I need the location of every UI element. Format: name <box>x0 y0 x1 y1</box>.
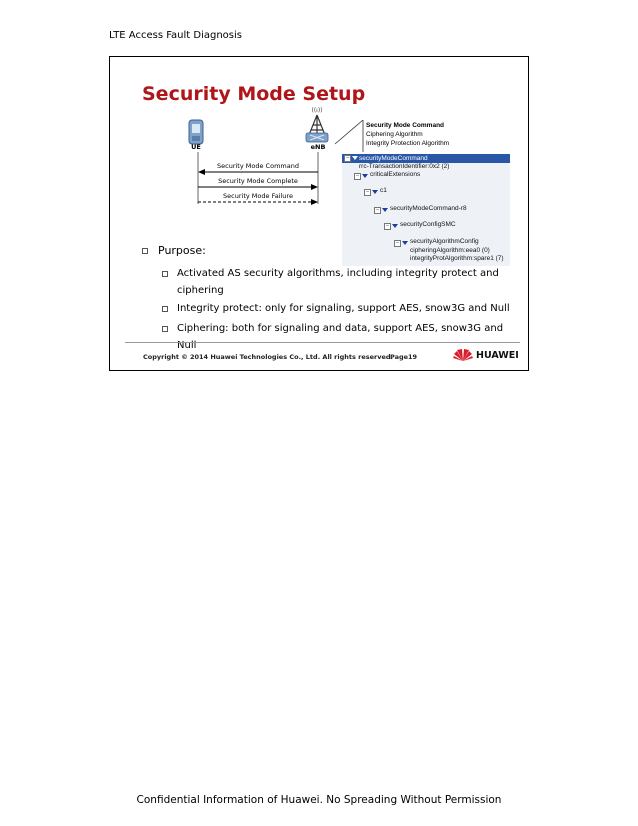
page-number: Page19 <box>390 353 418 361</box>
callout-line: Integrity Protection Algorithm <box>366 140 450 147</box>
tree-node[interactable]: c1 <box>380 187 387 194</box>
copyright-text: Copyright © 2014 Huawei Technologies Co., Ltd. All rights reserved. <box>143 353 393 361</box>
callout-line: Ciphering Algorithm <box>366 131 423 138</box>
expand-arrow-icon <box>402 241 408 245</box>
tree-node-label: securityModeCommand <box>359 155 428 162</box>
collapse-icon[interactable]: − <box>395 240 400 246</box>
expand-arrow-icon <box>372 190 378 194</box>
tree-node[interactable]: cipheringAlgorithm:eea0 (0) <box>410 247 490 254</box>
tree-node[interactable]: securityConfigSMC <box>400 221 456 228</box>
slide <box>109 56 529 371</box>
bullet-square-icon <box>142 248 148 254</box>
ue-phone-icon <box>189 120 203 144</box>
bullet-text: Ciphering: both for signaling and data, support AES, snow3G and Null <box>177 323 504 351</box>
expand-arrow-icon <box>382 208 388 212</box>
decode-tree <box>342 154 510 266</box>
tree-node[interactable]: securityAlgorithmConfig <box>410 238 479 245</box>
callout-pointer <box>335 120 363 144</box>
bullet-square-icon <box>162 271 168 277</box>
tree-node[interactable]: criticalExtensions <box>370 171 421 178</box>
brand-name: HUAWEI <box>476 349 519 361</box>
enb-label: eNB <box>310 143 326 151</box>
document-header: LTE Access Fault Diagnosis <box>109 30 242 41</box>
confidential-footer: Confidential Information of Huawei. No Spreading Without Permission <box>136 794 502 806</box>
purpose-heading <box>142 244 206 257</box>
tree-node[interactable]: rrc-TransactionIdentifier:0x2 (2) <box>359 163 450 170</box>
expand-arrow-icon <box>352 156 358 160</box>
callout-title: Security Mode Command <box>366 122 445 129</box>
collapse-icon[interactable]: − <box>345 155 350 161</box>
tree-node[interactable]: integrityProtAlgorithm:spare1 (7) <box>410 255 504 262</box>
arrowhead-left-icon <box>198 169 205 175</box>
svg-text:((ı)): ((ı)) <box>311 107 323 114</box>
expand-arrow-icon <box>362 174 368 178</box>
arrowhead-right-icon <box>311 184 318 190</box>
bullet-text: Activated AS security algorithms, including integrity protect and ciphering <box>177 268 499 296</box>
collapse-icon[interactable]: − <box>385 223 390 229</box>
slide-title: Security Mode Setup <box>142 83 366 105</box>
enb-antenna-icon <box>306 107 328 142</box>
collapse-icon[interactable]: − <box>375 207 380 213</box>
bullet-square-icon <box>162 306 168 312</box>
collapse-icon[interactable]: − <box>365 189 370 195</box>
bullet-square-icon <box>162 326 168 332</box>
huawei-petal-icon <box>453 348 473 362</box>
message-label: Security Mode Command <box>217 162 299 170</box>
ue-label: UE <box>191 143 201 151</box>
message-label: Security Mode Complete <box>218 177 298 185</box>
collapse-icon[interactable]: − <box>355 173 360 179</box>
huawei-logo <box>453 348 519 362</box>
bullet-text: Integrity protect: only for signaling, support AES, snow3G and Null <box>177 303 510 314</box>
expand-arrow-icon <box>392 224 398 228</box>
tree-node[interactable]: securityModeCommand-r8 <box>390 205 467 212</box>
message-label: Security Mode Failure <box>223 192 293 200</box>
arrowhead-right-icon <box>311 199 318 205</box>
purpose-label: Purpose: <box>158 244 206 257</box>
tree-row-selected[interactable] <box>342 154 510 163</box>
bullet-item <box>162 300 517 317</box>
bullet-item <box>162 265 517 299</box>
slide-footer-divider <box>125 342 520 343</box>
